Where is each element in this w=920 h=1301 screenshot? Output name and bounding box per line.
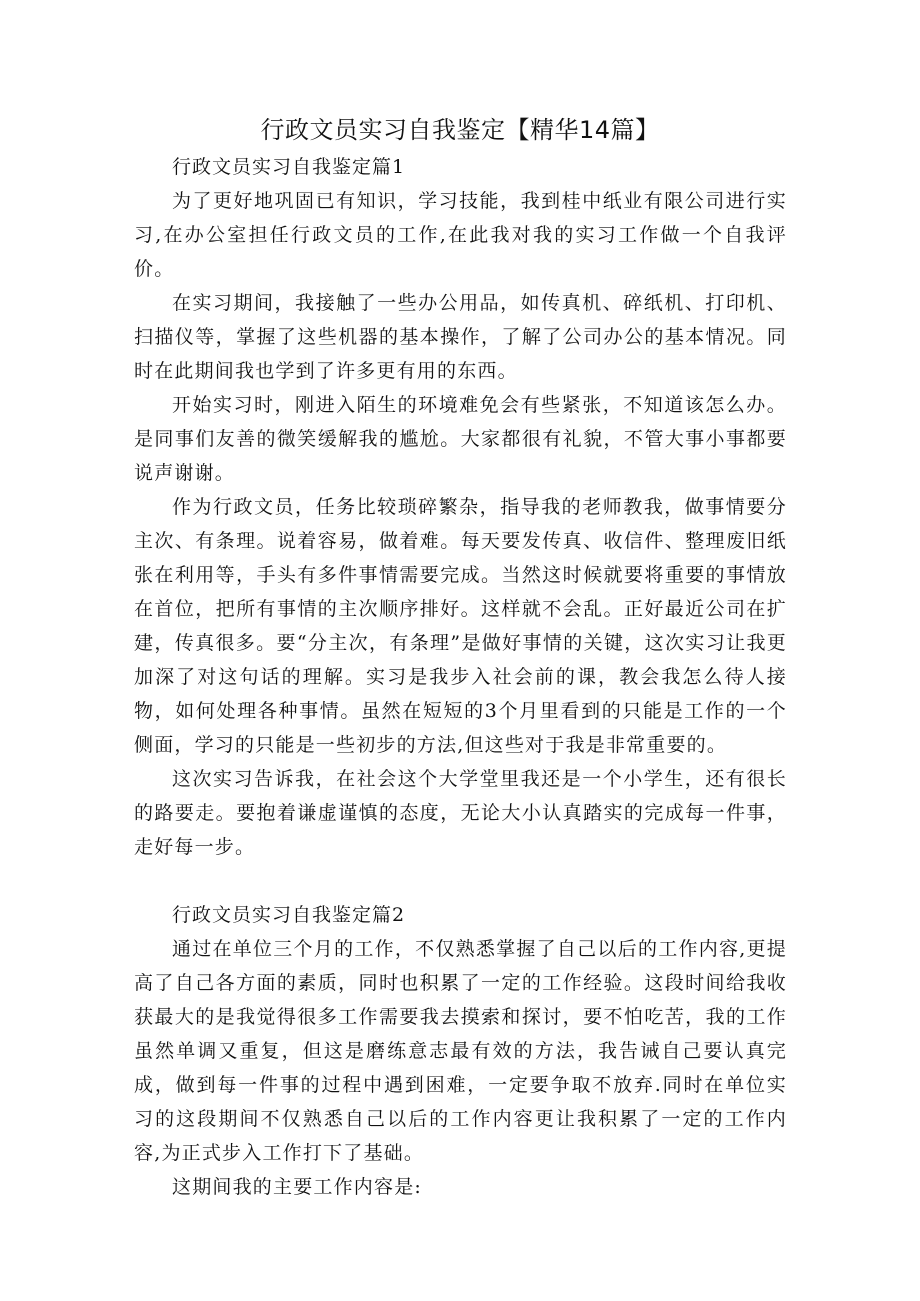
paragraph: 这次实习告诉我，在社会这个大学堂里我还是一个小学生，还有很长的路要走。要抱着谦虚谨慎的态度，无论大小认真踏实的完成每一件事，走好每一步。 <box>134 768 787 858</box>
section-heading: 行政文员实习自我鉴定篇2 <box>172 904 406 926</box>
paragraph: 这期间我的主要工作内容是: <box>172 1176 423 1198</box>
document-body <box>134 150 787 1204</box>
paragraph: 为了更好地巩固已有知识，学习技能，我到桂中纸业有限公司进行实习,在办公室担任行政文员的工作,在此我对我的实习工作做一个自我评价。 <box>134 190 787 280</box>
paragraph: 在实习期间，我接触了一些办公用品，如传真机、碎纸机、打印机、扫描仪等，掌握了这些机器的基本操作，了解了公司办公的基本情况。同时在此期间我也学到了许多更有用的东西。 <box>134 292 787 382</box>
paragraph: 开始实习时，刚进入陌生的环境难免会有些紧张，不知道该怎么办。是同事们友善的微笑缓解我的尴尬。大家都很有礼貌，不管大事小事都要说声谢谢。 <box>134 394 787 484</box>
paragraph: 作为行政文员，任务比较琐碎繁杂，指导我的老师教我，做事情要分主次、有条理。说着容易，做着难。每天要发传真、收信件、整理废旧纸张在利用等，手头有多件事情需要完成。当然这时候就要将重要的事情放在首位，把所有事情的主次顺序排好。这样就不会乱。正好最近公司在扩建，传真很多。要“分主次，有条理”是做好事情的关键，这次实习让我更加深了对这句话的理解。实习是我步入社会前的课，教会我怎么待人接物，如何处理各种事情。虽然在短短的3个月里看到的只能是工作的一个侧面，学习的只能是一些初步的方法,但这些对于我是非常重要的。 <box>134 496 787 756</box>
document-title: 行政文员实习自我鉴定【精华14篇】 <box>260 116 660 144</box>
paragraph: 通过在单位三个月的工作，不仅熟悉掌握了自己以后的工作内容,更提高了自己各方面的素质，同时也积累了一定的工作经验。这段时间给我收获最大的是我觉得很多工作需要我去摸索和探讨，要不怕吃苦，我的工作虽然单调又重复，但这是磨练意志最有效的方法，我告诫自己要认真完成，做到每一件事的过程中遇到困难，一定要争取不放弃.同时在单位实习的这段期间不仅熟悉自己以后的工作内容更让我积累了一定的工作内容,为正式步入工作打下了基础。 <box>134 938 787 1164</box>
section-heading: 行政文员实习自我鉴定篇1 <box>172 156 406 178</box>
section-spacer <box>134 864 787 898</box>
